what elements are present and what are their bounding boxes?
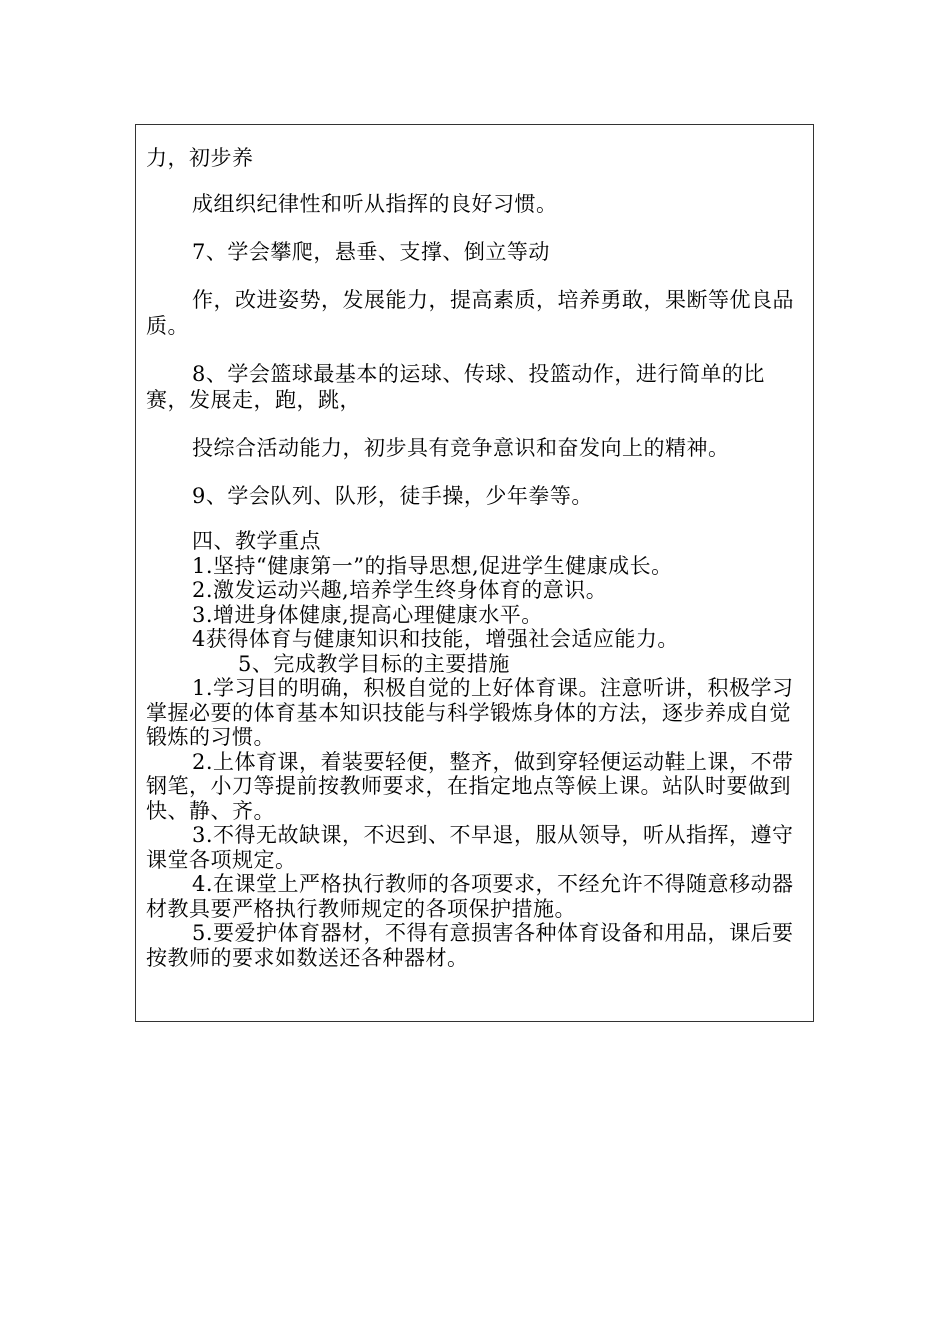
paragraph-item-8: 8、学会篮球最基本的运球、传球、投篮动作，进行简单的比赛，发展走，跑，跳， xyxy=(146,362,765,412)
section-4-item-3: 3.增进身体健康,提高心理健康水平。 xyxy=(192,602,543,627)
paragraph-item-7-continued: 作，改进姿势，发展能力，提高素质，培养勇敢，果断等优良品质。 xyxy=(146,288,794,338)
paragraph-item-8-continued: 投综合活动能力，初步具有竞争意识和奋发向上的精神。 xyxy=(192,436,730,460)
section-5-item-1: 1.学习目的明确，积极自觉的上好体育课。注意听讲，积极学习掌握必要的体育基本知识技能与科学锻炼身体的方法，逐步养成自觉锻炼的习惯。 xyxy=(146,676,794,749)
section-5-item-4: 4.在课堂上严格执行教师的各项要求，不经允许不得随意移动器材教具要严格执行教师规定的各项保护措施。 xyxy=(146,872,794,921)
section-5-item-5: 5.要爱护体育器材，不得有意损害各种体育设备和用品，课后要按教师的要求如数送还各种器材。 xyxy=(146,921,794,970)
section-4-item-4: 4获得体育与健康知识和技能，增强社会适应能力。 xyxy=(192,627,679,651)
section-4-heading: 四、教学重点 xyxy=(192,529,321,553)
document-body xyxy=(146,145,806,970)
section-5-item-2: 2.上体育课，着装要轻便，整齐，做到穿轻便运动鞋上课，不带钢笔，小刀等提前按教师要求，在指定地点等候上课。站队时要做到快、静、齐。 xyxy=(146,749,794,823)
paragraph-line-1: 力，初步养 xyxy=(146,146,254,170)
section-5-heading: 5、完成教学目标的主要措施 xyxy=(238,651,510,676)
paragraph-item-9: 9、学会队列、队形，徒手操，少年拳等。 xyxy=(192,484,593,508)
section-5-item-3: 3.不得无故缺课，不迟到、不早退，服从领导，听从指挥，遵守课堂各项规定。 xyxy=(146,823,794,872)
paragraph-line-2: 成组织纪律性和听从指挥的良好习惯。 xyxy=(192,192,558,216)
section-4-item-2: 2.激发运动兴趣,培养学生终身体育的意识。 xyxy=(192,578,608,602)
paragraph-item-7: 7、学会攀爬，悬垂、支撑、倒立等动 xyxy=(192,240,550,264)
document-frame xyxy=(135,124,814,1022)
section-4-item-1: 1.坚持“健康第一”的指导思想,促进学生健康成长。 xyxy=(192,553,673,578)
